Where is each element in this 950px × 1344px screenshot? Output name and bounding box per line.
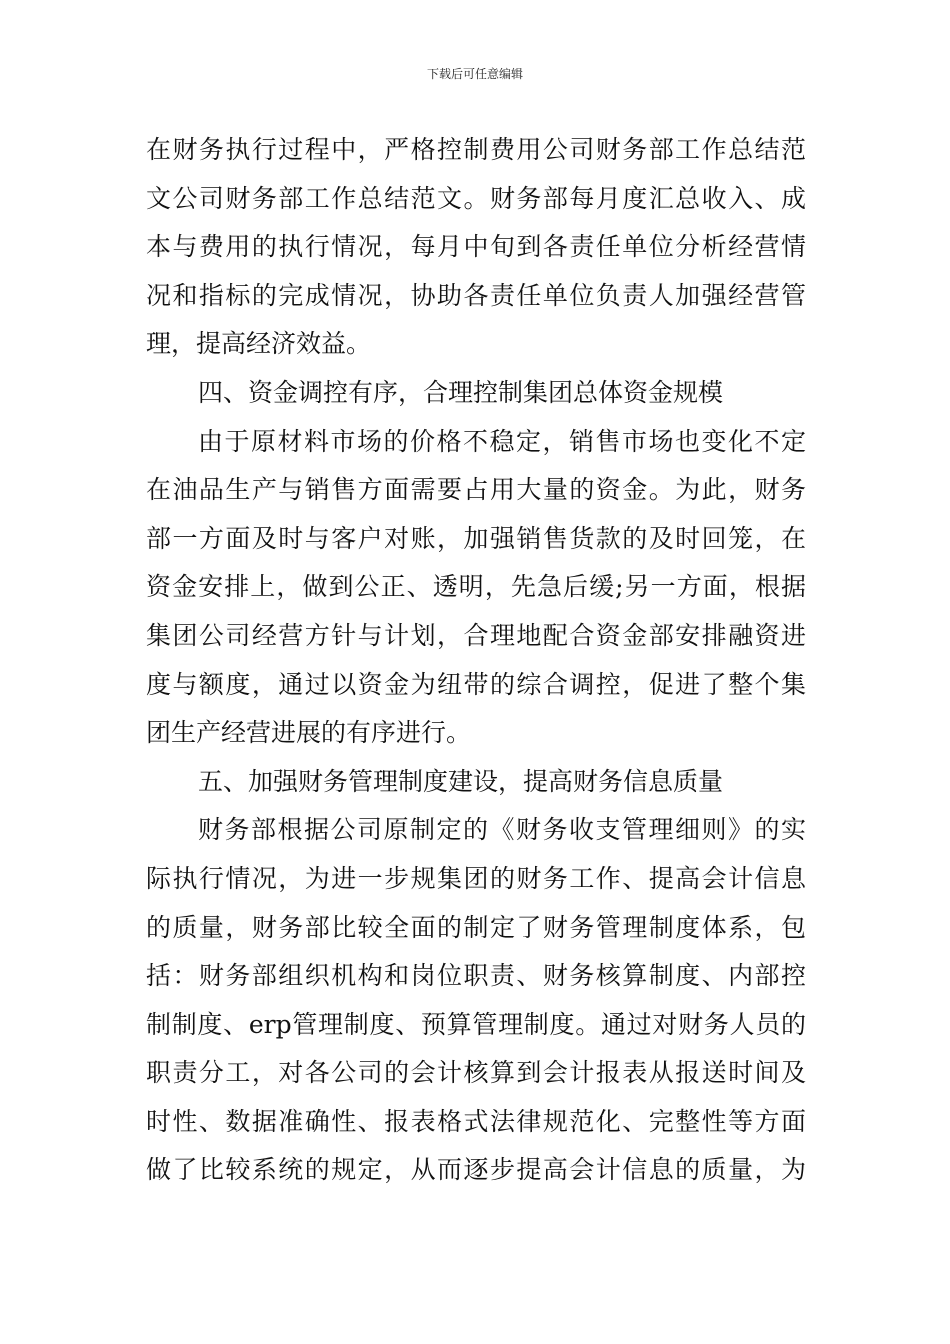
text-line: 制制度、erp管理制度、预算管理制度。通过对财务人员的 bbox=[146, 1009, 806, 1039]
text-line: 本与费用的执行情况，每月中旬到各责任单位分析经营情 bbox=[146, 232, 806, 262]
section-heading-4: 四、资金调控有序，合理控制集团总体资金规模 bbox=[198, 377, 724, 407]
text-line: 的质量，财务部比较全面的制定了财务管理制度体系，包 bbox=[146, 912, 806, 942]
text-line: 度与额度，通过以资金为纽带的综合调控，促进了整个集 bbox=[146, 669, 806, 699]
document-body bbox=[146, 126, 806, 1195]
text-line: 资金安排上，做到公正、透明，先急后缓;另一方面，根据 bbox=[146, 572, 806, 602]
text-line: 职责分工，对各公司的会计核算到会计报表从报送时间及 bbox=[146, 1058, 806, 1088]
text-line: 在财务执行过程中，严格控制费用公司财务部工作总结范 bbox=[146, 135, 806, 164]
text-line: 做了比较系统的规定，从而逐步提高会计信息的质量，为 bbox=[146, 1155, 806, 1185]
text-line: 文公司财务部工作总结范文。财务部每月度汇总收入、成 bbox=[146, 183, 806, 213]
text-line: 际执行情况，为进一步规集团的财务工作、提高会计信息 bbox=[146, 863, 806, 893]
text-line: 括：财务部组织机构和岗位职责、财务核算制度、内部控 bbox=[146, 961, 806, 991]
text-line: 况和指标的完成情况，协助各责任单位负责人加强经营管 bbox=[146, 280, 806, 310]
text-line: 集团公司经营方针与计划，合理地配合资金部安排融资进 bbox=[146, 620, 806, 650]
paragraph-start-line: 财务部根据公司原制定的《财务收支管理细则》的实 bbox=[198, 815, 806, 845]
text-line: 团生产经营进展的有序进行。 bbox=[146, 718, 472, 748]
text-line: 部一方面及时与客户对账，加强销售货款的及时回笼，在 bbox=[146, 523, 806, 553]
section-heading-5: 五、加强财务管理制度建设，提高财务信息质量 bbox=[198, 766, 724, 796]
text-line: 理，提高经济效益。 bbox=[146, 329, 372, 359]
text-line: 时性、数据准确性、报表格式法律规范化、完整性等方面 bbox=[146, 1106, 806, 1136]
text-line: 在油品生产与销售方面需要占用大量的资金。为此，财务 bbox=[146, 475, 806, 505]
page-header: 下载后可任意编辑 bbox=[426, 67, 523, 81]
paragraph-start-line: 由于原材料市场的价格不稳定，销售市场也变化不定 bbox=[198, 426, 806, 456]
